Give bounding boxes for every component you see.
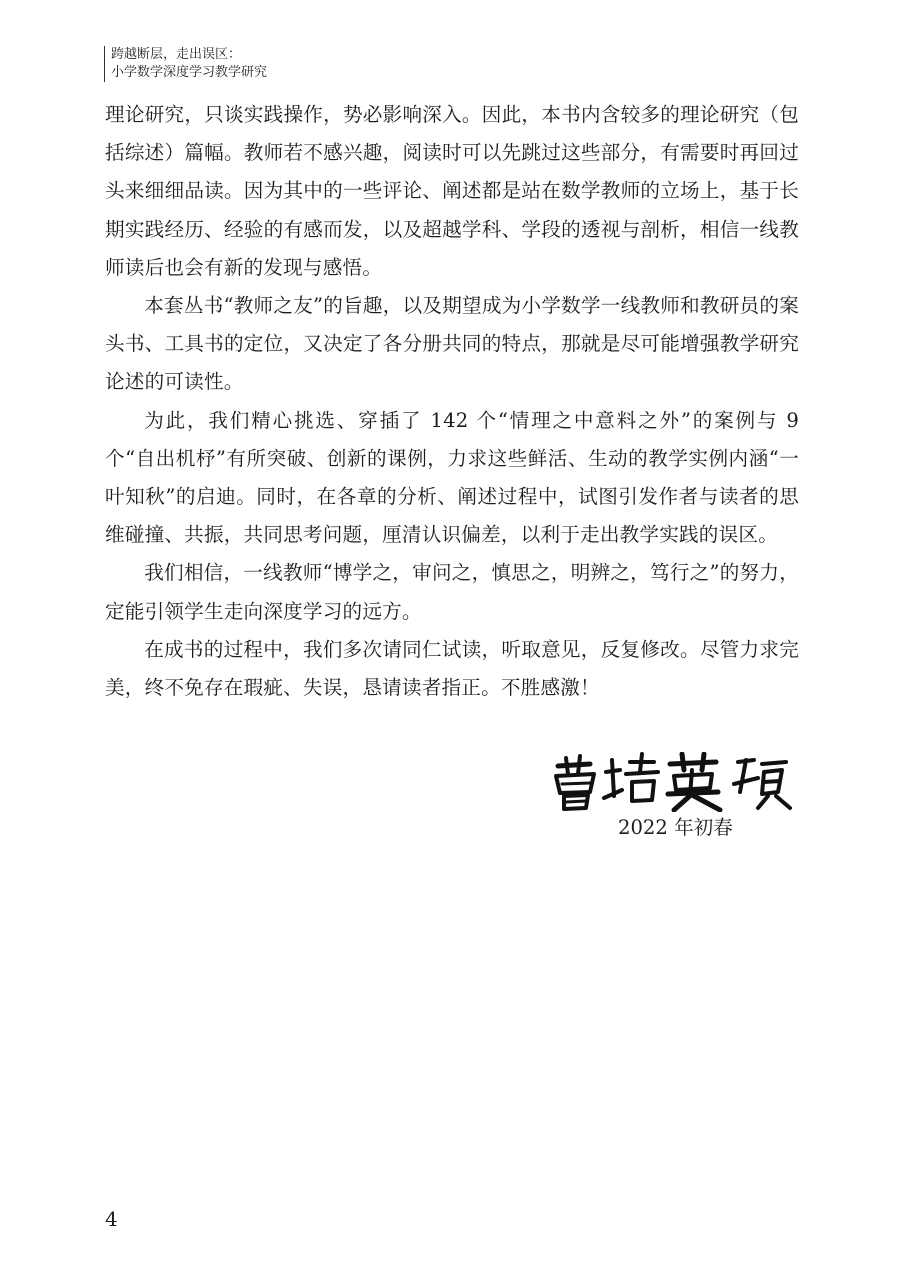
body-text	[105, 96, 799, 707]
page-number: 4	[105, 1207, 118, 1231]
paragraph-2: 本套丛书“教师之友”的旨趣，以及期望成为小学数学一线教师和教研员的案头书、工具书的定位，又决定了各分册共同的特点，那就是尽可能增强教学研究论述的可读性。	[105, 294, 799, 394]
date-line: 2022 年初春	[618, 816, 733, 839]
running-header	[104, 46, 267, 82]
handwritten-signature	[550, 752, 800, 812]
paragraph-5: 在成书的过程中，我们多次请同仁试读，听取意见，反复修改。尽管力求完美，终不免存在瑕疵、失误，恳请读者指正。不胜感激！	[105, 637, 799, 700]
paragraph-3: 为此，我们精心挑选、穿插了 142 个“情理之中意料之外”的案例与 9 个“自出机杼”有所突破、创新的课例，力求这些鲜活、生动的教学实例内涵“一叶知秋”的启迪。同时，在各章的分析、阐述过程中，试图引发作者与读者的思维碰撞、共振，共同思考问题，厘清认识偏差，以利于走出教学实践的误区。	[105, 408, 799, 547]
running-header-title: 跨越断层，走出误区：	[111, 47, 242, 62]
paragraph-1: 理论研究，只谈实践操作，势必影响深入。因此，本书内含较多的理论研究（包括综述）篇幅。教师若不感兴趣，阅读时可以先跳过这些部分，有需要时再回过头来细细品读。因为其中的一些评论、阐述都是站在数学教师的立场上，基于长期实践经历、经验的有感而发，以及超越学科、学段的透视与剖析，相信一线教师读后也会有新的发现与感悟。	[105, 103, 799, 279]
paragraph-4: 我们相信，一线教师“博学之，审问之，慎思之，明辨之，笃行之”的努力，定能引领学生走向深度学习的远方。	[105, 561, 799, 623]
running-header-subtitle: 小学数学深度学习教学研究	[111, 65, 268, 80]
